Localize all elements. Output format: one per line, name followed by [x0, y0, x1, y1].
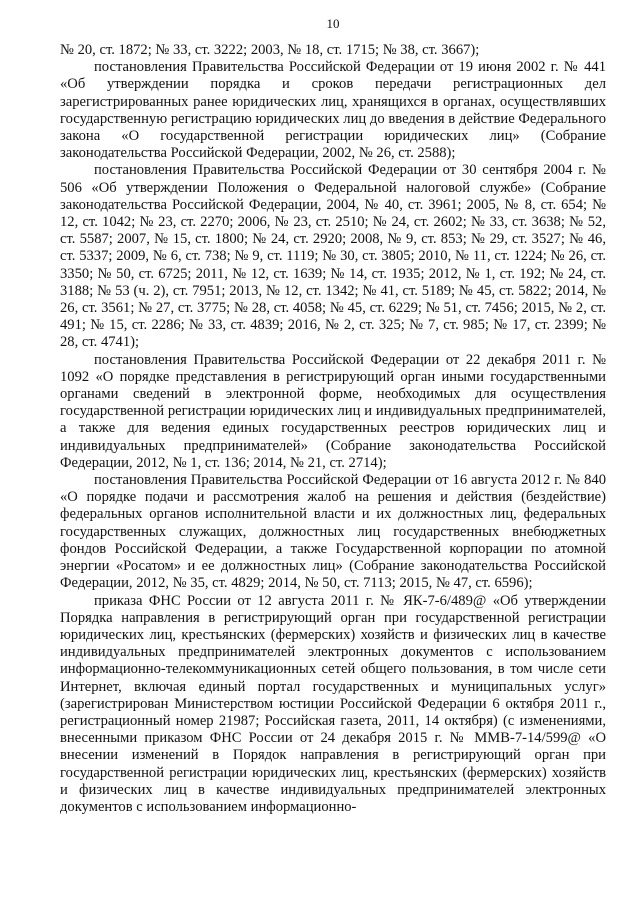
paragraph-decree-441: постановления Правительства Российской Федерации от 19 июня 2002 г. № 441 «Об утверждении порядка и сроков передачи регистрационных дел зарегистрированных ранее юридических лиц, хранящихся в органах, осуществлявших государственную регистрацию юридических лиц до введения в действие Федерального закона «О государственной регистрации юридических лиц» (Собрание законодательства Российской Федерации, 2002, № 26, ст. 2588);	[60, 59, 606, 162]
paragraph-decree-506: постановления Правительства Российской Федерации от 30 сентября 2004 г. № 506 «Об утверждении Положения о Федеральной налоговой службе» (Собрание законодательства Российской Федерации, 2004, № 40, ст. 3961; 2005, № 8, ст. 654; № 12, ст. 1042; № 23, ст. 2270; 2006, № 23, ст. 2510; № 24, ст. 2602; № 33, ст. 3638; № 52, ст. 5587; 2007, № 15, ст. 1800; № 24, ст. 2920; 2008, № 9, ст. 853; № 29, ст. 3527; № 46, ст. 5337; 2009, № 6, ст. 738; № 9, ст. 1119; № 30, ст. 3805; 2010, № 11, ст. 1224; № 26, ст. 3350; № 50, ст. 6725; 2011, № 12, ст. 1639; № 14, ст. 1935; 2012, № 1, ст. 192; № 24, ст. 3188; № 53 (ч. 2), ст. 7951; 2013, № 12, ст. 1342; № 41, ст. 5189; № 45, ст. 5822; 2014, № 26, ст. 3561; № 27, ст. 3775; № 28, ст. 4058; № 45, ст. 6229; № 51, ст. 7456; 2015, № 2, ст. 491; № 15, ст. 2286; № 33, ст. 4839; 2016, № 2, ст. 325; № 7, ст. 985; № 17, ст. 2399; № 28, ст. 4741);	[60, 162, 606, 351]
paragraph-continuation: № 20, ст. 1872; № 33, ст. 3222; 2003, № 18, ст. 1715; № 38, ст. 3667);	[60, 42, 480, 58]
document-page	[60, 16, 606, 816]
paragraph-decree-1092: постановления Правительства Российской Федерации от 22 декабря 2011 г. № 1092 «О порядке представления в регистрирующий орган иными государственными органами сведений в электронной форме, необходимых для осуществления государственной регистрации юридических лиц и индивидуальных предпринимателей, а также для ведения единых государственных реестров юридических лиц и индивидуальных предпринимателей» (Собрание законодательства Российской Федерации, 2012, № 1, ст. 136; 2014, № 21, ст. 2714);	[60, 351, 606, 471]
paragraph-order-489: приказа ФНС России от 12 августа 2011 г. № ЯК-7-6/489@ «Об утверждении Порядка направления в регистрирующий орган при государственной регистрации юридических лиц, крестьянских (фермерских) хозяйств и физических лиц в качестве индивидуальных предпринимателей электронных документов с использованием информационно-телекоммуникационных сетей общего пользования, в том числе сети Интернет, включая единый портал государственных и муниципальных услуг» (зарегистрирован Министерством юстиции Российской Федерации 6 октября 2011 г., регистрационный номер 21987; Российская газета, 2011, 14 октября) (с изменениями, внесенными приказом ФНС России от 24 декабря 2015 г. № ММВ-7-14/599@ «О внесении изменений в Порядок направления в регистрирующий орган при государственной регистрации юридических лиц, крестьянских (фермерских) хозяйств и физических лиц в качестве индивидуальных предпринимателей электронных документов с использованием информационно-	[60, 592, 606, 815]
page-number: 10	[326, 16, 340, 31]
document-body	[60, 42, 606, 816]
paragraph-decree-840: постановления Правительства Российской Федерации от 16 августа 2012 г. № 840 «О порядке подачи и рассмотрения жалоб на решения и действия (бездействие) федеральных органов исполнительной власти и их должностных лиц, федеральных государственных служащих, должностных лиц государственных внебюджетных фондов Российской Федерации, а также Государственной корпорации по атомной энергии «Росатом» и ее должностных лиц» (Собрание законодательства Российской Федерации, 2012, № 35, ст. 4829; 2014, № 50, ст. 7113; 2015, № 47, ст. 6596);	[60, 472, 606, 592]
